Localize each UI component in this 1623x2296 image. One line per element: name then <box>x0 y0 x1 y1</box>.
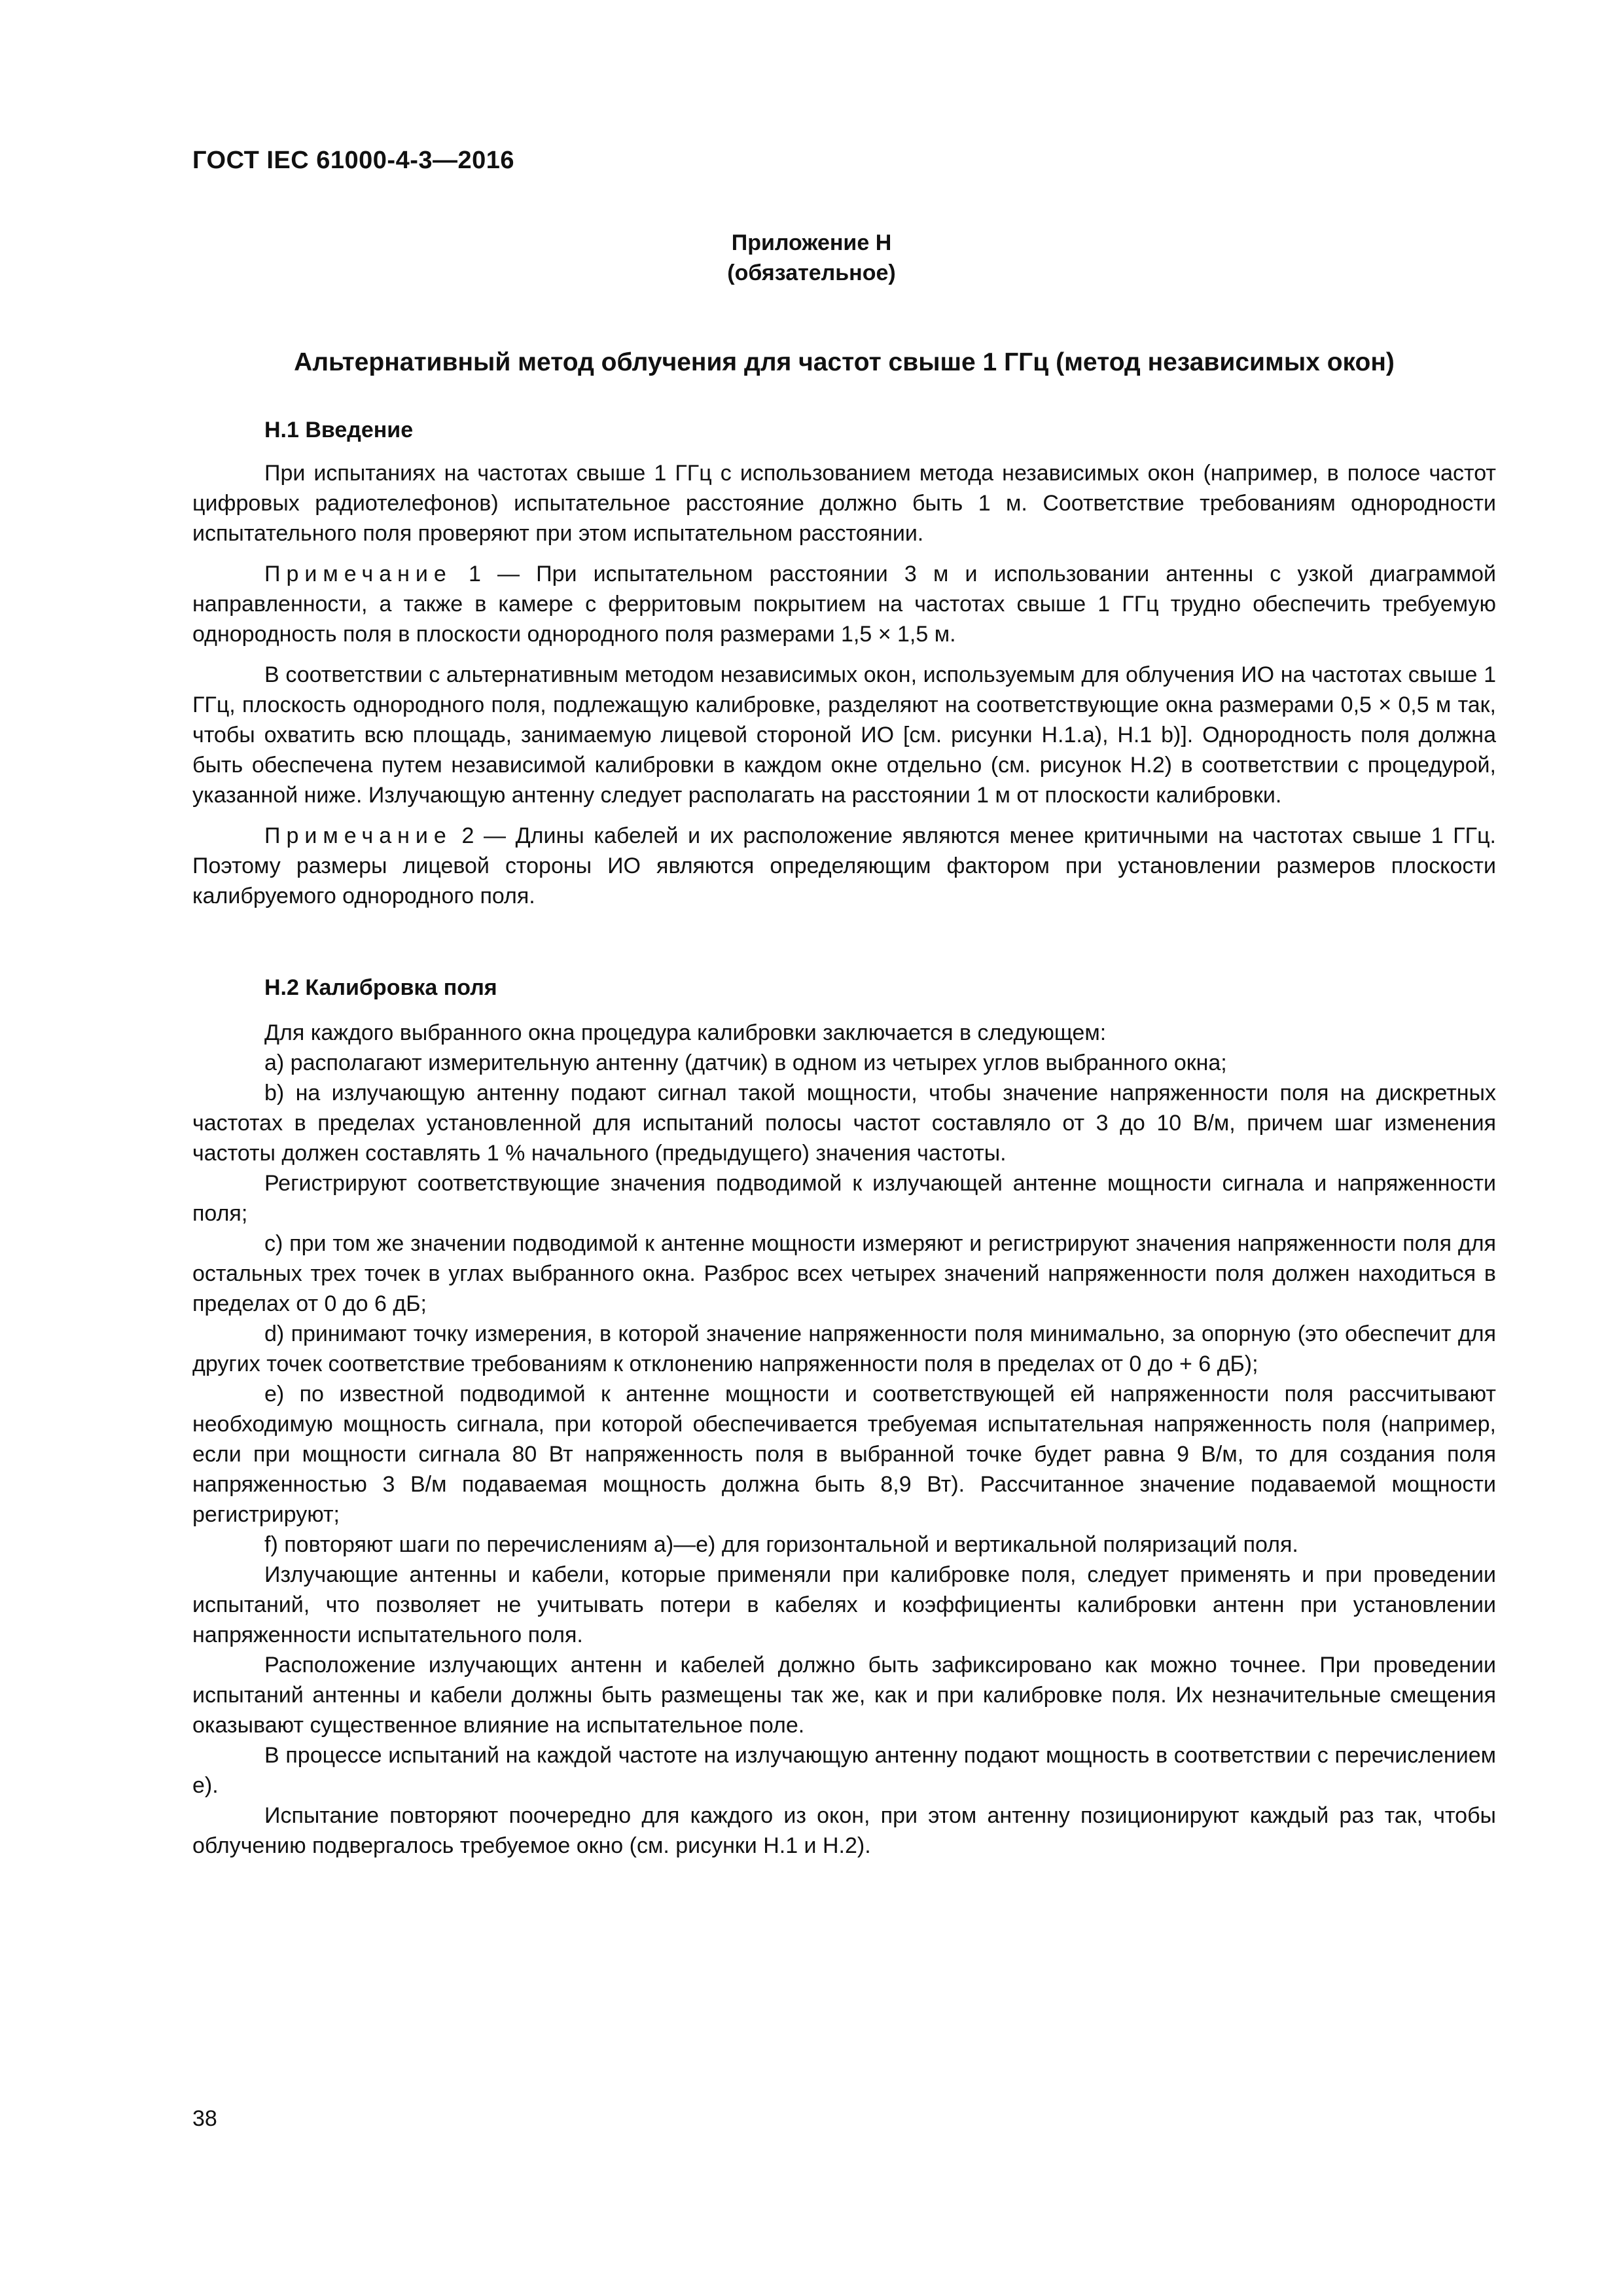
list-item-f: f) повторяют шаги по перечислениям а)—е) для горизонтальной и вертикальной поляризаций поля. <box>264 1532 1298 1557</box>
section-h1-body <box>192 458 1496 911</box>
list-item-b: b) на излучающую антенну подают сигнал такой мощности, чтобы значение напряженности поля на дискретных частотах в пределах установленной для испытаний полосы частот составляло от 3 до 10 В/м, причем шаг изменения частоты должен составлять 1 % начального (предыдущего) значения частоты. <box>192 1081 1496 1166</box>
list-item-e: е) по известной подводимой к антенне мощности и соответствующей ей напряженности поля рассчитывают необходимую мощность сигнала, при которой обеспечивается требуемая испытательная напряженность поля (например, если при мощности сигнала 80 Вт напряженность поля в выбранной точке будет равна 9 В/м, то для создания поля напряженностью 3 В/м подаваемая мощность должна быть 8,9 Вт). Рассчитанное значение подаваемой мощности регистрируют; <box>192 1382 1496 1527</box>
note-label: Примечание <box>264 823 452 848</box>
list-item-a: а) располагают измерительную антенну (датчик) в одном из четырех углов выбранного окна; <box>264 1050 1227 1075</box>
note-text: 2 — Длины кабелей и их расположение являются менее критичными на частотах свыше 1 ГГц. Поэтому размеры лицевой стороны ИО являются определяющим фактором при установлении размеров плоскости калибруемого однородного поля. <box>192 823 1496 908</box>
note-1 <box>192 559 1496 649</box>
list-item-b-continued: Регистрируют соответствующие значения подводимой к излучающей антенне мощности сигнала и напряженности поля; <box>192 1171 1496 1226</box>
appendix-heading: Альтернативный метод облучения для частот свыше 1 ГГц (метод независимых окон) <box>294 348 1395 376</box>
paragraph: В соответствии с альтернативным методом независимых окон, используемым для облучения ИО на частотах свыше 1 ГГц, плоскость однородного поля, подлежащую калибровке, разделяют на соответствующие окна размерами 0,5 × 0,5 м так, чтобы охватить всю площадь, занимаемую лицевой стороной ИО [см. рисунки Н.1.а), Н.1 b)]. Однородность поля должна быть обеспечена путем независимой калибровки в каждом окне отдельно (см. рисунок Н.2) в соответствии с процедурой, указанной ниже. Излучающую антенну следует располагать на расстоянии 1 м от плоскости калибровки. <box>192 662 1496 808</box>
note-text: 1 — При испытательном расстоянии 3 м и использовании антенны с узкой диаграммой направленности, а также в камере с ферритовым покрытием на частотах свыше 1 ГГц трудно обеспечить требуемую однородность поля в плоскости однородного поля размерами 1,5 × 1,5 м. <box>192 562 1496 647</box>
note-2 <box>192 821 1496 911</box>
paragraph: Расположение излучающих антенн и кабелей должно быть зафиксировано как можно точнее. При проведении испытаний антенны и кабели должны быть размещены так же, как и при калибровке поля. Их незначительные смещения оказывают существенное влияние на испытательное поле. <box>192 1653 1496 1738</box>
section-heading-h2: Н.2 Калибровка поля <box>264 975 497 1000</box>
appendix-title: Приложение Н <box>731 230 892 255</box>
page-number: 38 <box>192 2106 217 2131</box>
note-label: Примечание <box>264 562 452 586</box>
paragraph: При испытаниях на частотах свыше 1 ГГц с использованием метода независимых окон (например, в полосе частот цифровых радиотелефонов) испытательное расстояние должно быть 1 м. Соответствие требованиям однородности испытательного поля проверяют при этом испытательном расстоянии. <box>192 461 1496 546</box>
paragraph: Испытание повторяют поочередно для каждого из окон, при этом антенну позиционируют каждый раз так, чтобы облучению подвергалось требуемое окно (см. рисунки Н.1 и Н.2). <box>192 1803 1496 1858</box>
paragraph: В процессе испытаний на каждой частоте на излучающую антенну подают мощность в соответствии с перечислением е). <box>192 1743 1496 1798</box>
appendix-status: (обязательное) <box>727 260 896 285</box>
paragraph: Излучающие антенны и кабели, которые применяли при калибровке поля, следует применять и при проведении испытаний, что позволяет не учитывать потери в кабелях и коэффициенты калибровки антенн при установлении напряженности испытательного поля. <box>192 1562 1496 1647</box>
list-item-d: d) принимают точку измерения, в которой значение напряженности поля минимально, за опорную (это обеспечит для других точек соответствие требованиям к отклонению напряженности поля в пределах от 0 до + 6 дБ); <box>192 1321 1496 1376</box>
section-h2-body <box>192 1018 1496 1861</box>
standard-designation: ГОСТ IEC 61000-4-3—2016 <box>192 147 515 174</box>
list-item-c: с) при том же значении подводимой к антенне мощности измеряют и регистрируют значения напряженности поля для остальных трех точек в углах выбранного окна. Разброс всех четырех значений напряженности поля должен находиться в пределах от 0 до 6 дБ; <box>192 1231 1496 1316</box>
paragraph: Для каждого выбранного окна процедура калибровки заключается в следующем: <box>264 1020 1107 1045</box>
section-heading-h1: Н.1 Введение <box>264 418 414 442</box>
